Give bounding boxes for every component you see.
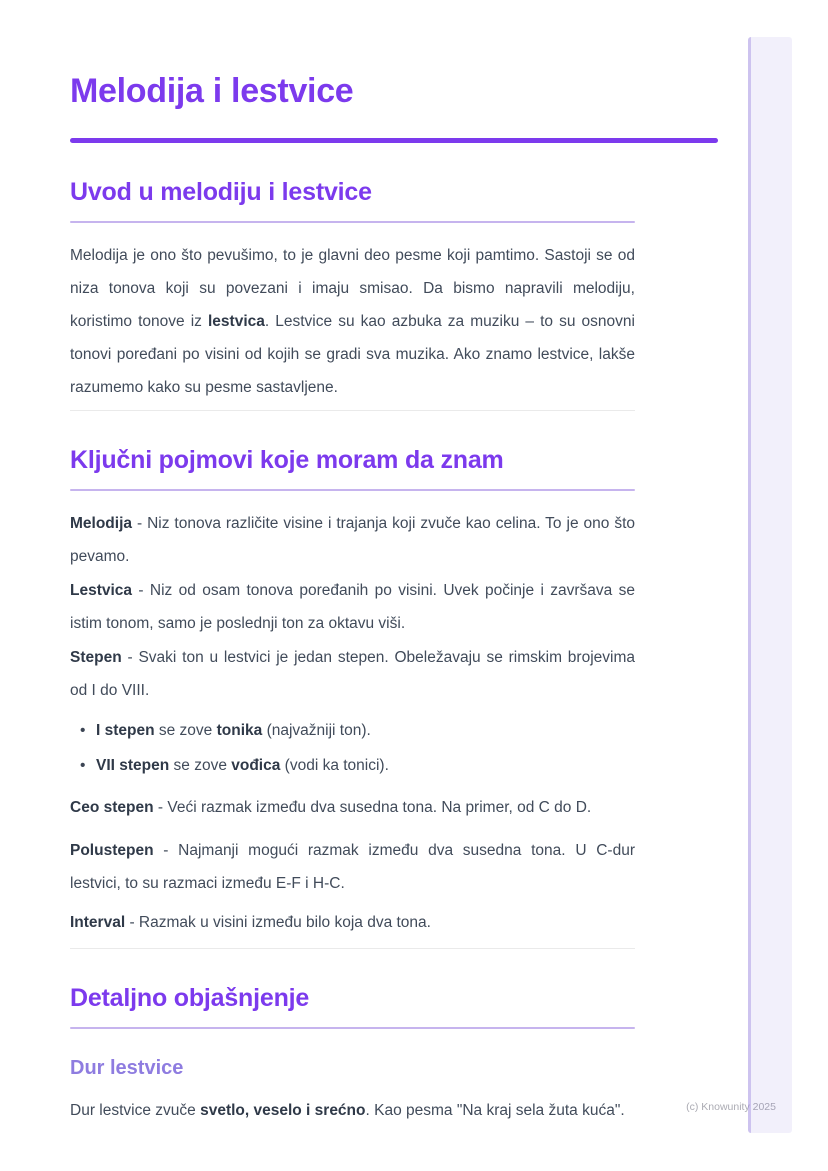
degree-note: (vodi ka tonici). xyxy=(280,757,389,774)
bullet-icon: • xyxy=(80,757,86,774)
list-item-tonika xyxy=(70,714,635,747)
section-heading-kljucni-pojmovi: Ključni pojmovi koje moram da znam xyxy=(70,446,504,474)
definition-term: Melodija xyxy=(70,515,133,532)
title-rule xyxy=(70,138,718,143)
section-divider xyxy=(70,410,635,411)
degree-label: VII stepen xyxy=(96,757,170,774)
degree-text: se zove xyxy=(154,722,217,739)
section-heading-detaljno: Detaljno objašnjenje xyxy=(70,984,310,1012)
section-rule-uvod xyxy=(70,221,635,223)
section-divider xyxy=(70,948,635,949)
definition-polustepen xyxy=(70,834,635,900)
subsection-heading-dur-lestvice: Dur lestvice xyxy=(70,1057,184,1079)
degree-term: vođica xyxy=(231,757,281,774)
intro-text-post: . Lestvice su kao azbuka za muziku – to su osnovni tonovi poređani po visini od kojih se gradi sva muzika. Ako znamo lestvice, lakše razumemo kako su pesme sastavljene. xyxy=(70,313,635,396)
scrollbar[interactable] xyxy=(748,37,792,1133)
section-rule-kljucni-pojmovi xyxy=(70,489,635,491)
dur-text-bold: svetlo, veselo i srećno xyxy=(200,1102,366,1119)
bullet-icon: • xyxy=(80,722,86,739)
definition-desc: - Razmak u visini između bilo koja dva tona. xyxy=(125,914,431,931)
section-rule-detaljno xyxy=(70,1027,635,1029)
definition-desc: - Najmanji mogući razmak između dva susedna tona. U C-dur lestvici, to su razmaci između E-F i H-C. xyxy=(70,842,635,892)
definition-stepen xyxy=(70,641,635,707)
degree-list xyxy=(70,714,635,782)
dur-text-pre: Dur lestvice zvuče xyxy=(70,1102,201,1119)
definition-term: Polustepen xyxy=(70,842,154,859)
definition-desc: - Niz tonova različite visine i trajanja koji zvuče kao celina. To je ono što pevamo. xyxy=(70,515,635,565)
intro-text-bold: lestvica xyxy=(207,313,265,330)
degree-label: I stepen xyxy=(96,722,155,739)
page-title: Melodija i lestvice xyxy=(70,72,354,110)
definition-term: Lestvica xyxy=(70,582,133,599)
section-heading-uvod: Uvod u melodiju i lestvice xyxy=(70,178,372,206)
definition-interval xyxy=(70,906,635,939)
intro-text-pre: Melodija je ono što pevušimo, to je glavni deo pesme koji pamtimo. Sastoji se od niza tonova koji su povezani i imaju smisao. Da bismo napravili melodiju, koristimo tonove iz xyxy=(70,247,635,330)
section-detaljno xyxy=(70,981,718,1127)
definition-desc: - Svaki ton u lestvici je jedan stepen. Obeležavaju se rimskim brojevima od I do VIII. xyxy=(70,649,635,699)
dur-paragraph xyxy=(70,1094,635,1127)
degree-note: (najvažniji ton). xyxy=(262,722,371,739)
dur-text-post: . Kao pesma "Na kraj sela žuta kuća". xyxy=(365,1102,625,1119)
list-item-vodica xyxy=(70,749,635,782)
definition-term: Stepen xyxy=(70,649,122,666)
definition-lestvica xyxy=(70,574,635,640)
definition-desc: - Niz od osam tonova poređanih po visini. Uvek počinje i završava se istim tonom, samo je poslednji ton za oktavu viši. xyxy=(70,582,635,632)
definition-term: Interval xyxy=(70,914,126,931)
definition-melodija xyxy=(70,507,635,573)
section-concepts xyxy=(70,443,718,939)
degree-term: tonika xyxy=(216,722,263,739)
definition-desc: - Veći razmak između dva susedna tona. Na primer, od C do D. xyxy=(153,799,592,816)
degree-text: se zove xyxy=(169,757,232,774)
document-page xyxy=(70,0,718,1127)
definition-term: Ceo stepen xyxy=(70,799,154,816)
intro-paragraph xyxy=(70,239,635,404)
definition-ceo-stepen xyxy=(70,791,635,824)
section-intro xyxy=(70,175,718,404)
copyright-watermark: (c) Knowunity 2025 xyxy=(686,1101,776,1113)
